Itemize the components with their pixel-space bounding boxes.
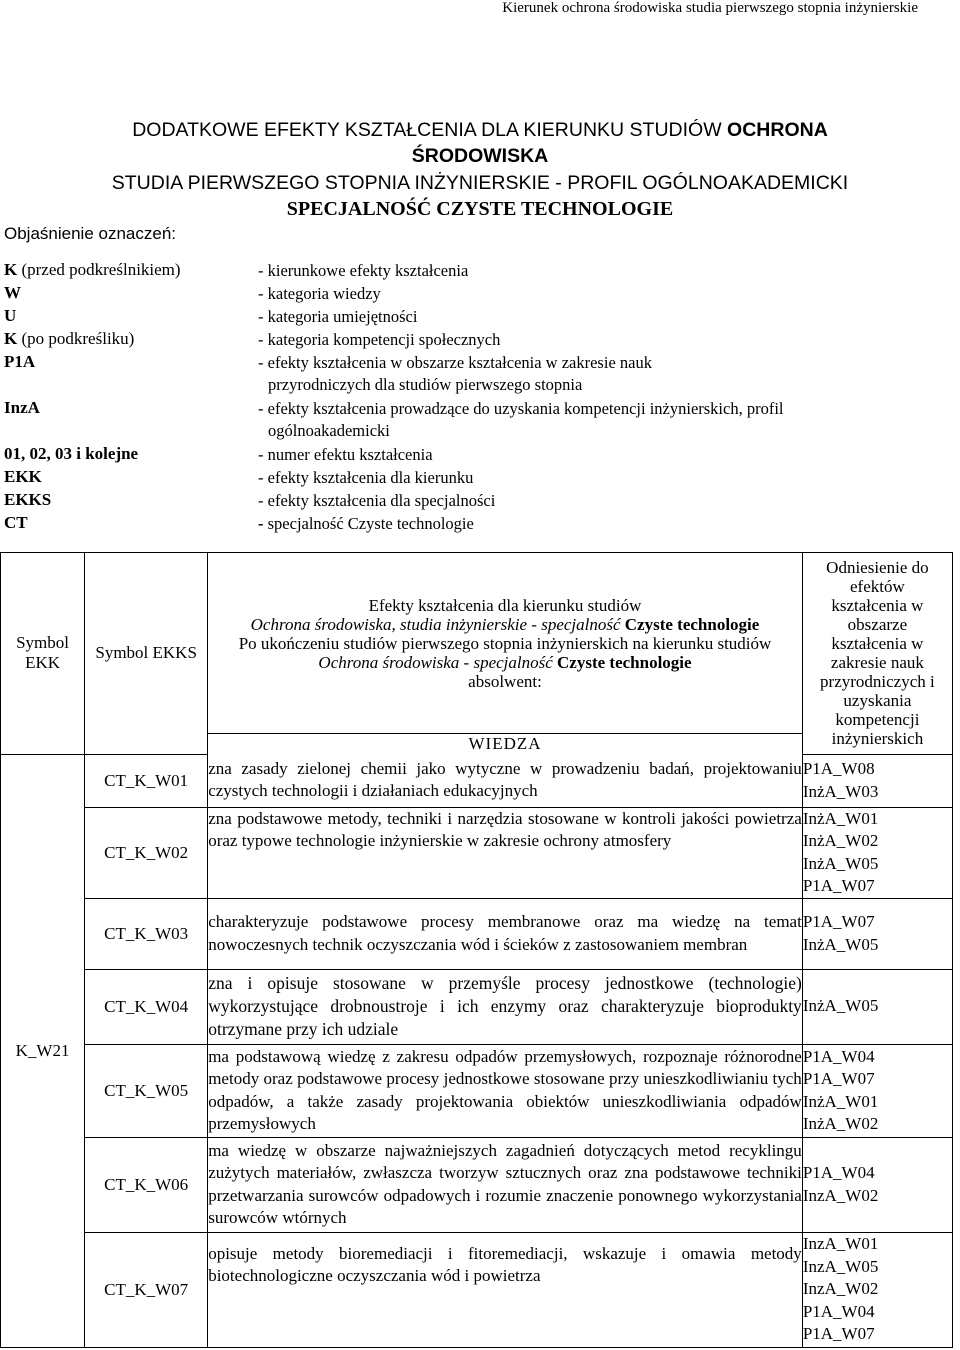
header-symbol-ekk: Symbol EKK [1, 553, 85, 755]
ekks-code: CT_K_W07 [85, 1232, 208, 1347]
section-wiedza: WIEDZA [208, 734, 803, 755]
table-row [1, 1137, 953, 1232]
running-header: Kierunek ochrona środowiska studia pierwszego stopnia inżynierskie [502, 0, 918, 16]
outcome-references: P1A_W08 InżA_W03 [802, 754, 952, 807]
table-row [1, 754, 953, 807]
outcome-description: opisuje metody bioremediacji i fitoremediacji, wskazuje i omawia metody biotechnologiczne oczyszczania wód i powietrza [208, 1232, 803, 1347]
ekks-code: CT_K_W02 [85, 807, 208, 898]
table-row [1, 969, 953, 1044]
outcome-description: zna i opisuje stosowane w przemyśle procesy jednostkowe (technologie) wykorzystujące drobnoustroje i ich enzymy oraz charakteryzuje bioprodukty otrzymane przy ich udziale [208, 969, 803, 1044]
outcome-references: P1A_W04 P1A_W07 InżA_W01 InżA_W02 [802, 1044, 952, 1137]
outcome-description: ma wiedzę w obszarze najważniejszych zagadnień dotyczących metod recyklingu zużytych materiałów, zwłaszcza tworzyw sztucznych oraz zna podstawowe techniki przetwarzania surowców odpadowych i rozumie znaczenie ponownego wykorzystania surowców wtórnych [208, 1137, 803, 1232]
header-reference: Odniesienie do efektów kształcenia w obszarze kształcenia w zakresie nauk przyrodniczych i uzyskania kompetencji inżynierskich [802, 553, 952, 755]
outcome-references: InżA_W01 InżA_W02 InżA_W05 P1A_W07 [802, 807, 952, 898]
outcome-description: charakteryzuje podstawowe procesy membranowe oraz ma wiedzę na temat nowoczesnych technik oczyszczania wód i ścieków z zastosowaniem membran [208, 898, 803, 969]
outcome-references: InzA_W01 InzA_W05 InzA_W02 P1A_W04 P1A_W07 [802, 1232, 952, 1347]
outcome-description: zna podstawowe metody, techniki i narzędzia stosowane w kontroli jakości powietrza oraz typowe technologie inżynierskie w zakresie ochrony atmosfery [208, 807, 803, 898]
ekks-code: CT_K_W06 [85, 1137, 208, 1232]
table-row [1, 807, 953, 898]
table-header-row [1, 553, 953, 734]
outcome-references: P1A_W07 InżA_W05 [802, 898, 952, 969]
header-description: Efekty kształcenia dla kierunku studiów Ochrona środowiska, studia inżynierskie - specjalność Czyste technologie Po ukończeniu studiów pierwszego stopnia inżynierskich na kierunku studiów Ochrona środowiska - specjalność Czyste technologie absolwent: [208, 553, 803, 734]
table-row [1, 898, 953, 969]
ekks-code: CT_K_W01 [85, 754, 208, 807]
ekks-code: CT_K_W05 [85, 1044, 208, 1137]
table-row [1, 1044, 953, 1137]
ekks-code: CT_K_W03 [85, 898, 208, 969]
table-row [1, 1232, 953, 1347]
title-line-1: DODATKOWE EFEKTY KSZTAŁCENIA DLA KIERUNKU STUDIÓW OCHRONA [132, 119, 828, 141]
title-line-2: ŚRODOWISKA [411, 145, 549, 167]
ekk-symbol: K_W21 [1, 754, 85, 1347]
outcome-references: P1A_W04 InzA_W02 [802, 1137, 952, 1232]
outcome-description: zna zasady zielonej chemii jako wytyczne w prowadzeniu badań, projektowaniu czystych technologii i działaniach edukacyjnych [208, 754, 803, 807]
title-line-3: STUDIA PIERWSZEGO STOPNIA INŻYNIERSKIE - PROFIL OGÓLNOAKADEMICKI [111, 172, 849, 194]
header-symbol-ekks: Symbol EKKS [85, 553, 208, 755]
outcome-references: InżA_W05 [802, 969, 952, 1044]
learning-outcomes-table [0, 552, 953, 1348]
ekks-code: CT_K_W04 [85, 969, 208, 1044]
title-line-4: SPECJALNOŚĆ CZYSTE TECHNOLOGIE [286, 198, 674, 220]
outcome-description: ma podstawową wiedzę z zakresu odpadów przemysłowych, rozpoznaje różnorodne metody oraz podstawowe procesy jednostkowe stosowane przy unieszkodliwianiu tych odpadów, a także zasady projektowania obiektów unieszkodliwiania odpadów przemysłowych [208, 1044, 803, 1137]
explanations-heading: Objaśnienie oznaczeń: [4, 224, 177, 243]
